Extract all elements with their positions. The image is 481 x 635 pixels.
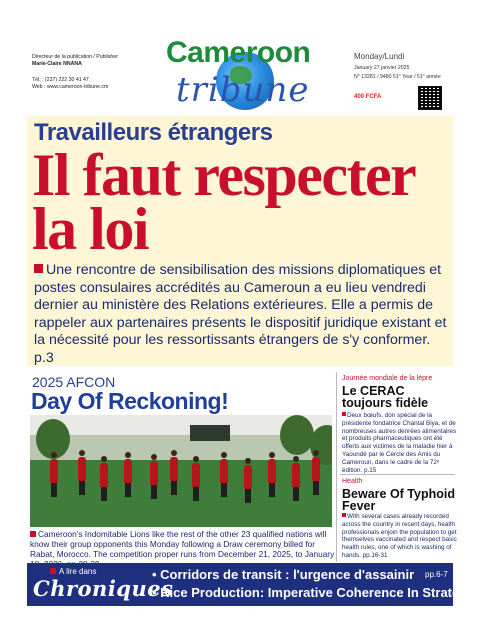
banner-pages: pp.6-7 [425, 570, 448, 579]
bullet-square-icon [50, 568, 56, 574]
qr-code-icon[interactable] [418, 86, 442, 110]
logo-text-tribune: tribune [176, 70, 310, 110]
director-label: Directeur de la publication / Publisher [32, 54, 118, 60]
sport-kicker: 2025 AFCON [32, 374, 116, 390]
issue-day: Monday/Lundi [354, 52, 405, 61]
side-story-1-body: Deux bœufs, don spécial de la présidente fondatrice Chantal Biya, et de nombreuses autres denrées alimentaires et produits pharmaceutiques ont été offerts aux victimes de la maladie hier à Yaoundé par le Cercle des Amis du Cameroun, dans le cadre de la 72ᵉ édition. p.15 [342, 412, 457, 474]
website-link[interactable]: Web : www.cameroon-tribune.cm [32, 84, 109, 90]
phone-number: Tél. : (237) 222 30 41 47 [32, 77, 89, 83]
side-story-2-body: With several cases already recorded across the country in recent days, health professionals enjoin the population to get themselves vaccinated and respect basic health rules, one of which is washing of hands. pp.16-31 [342, 513, 457, 559]
lead-kicker: Travailleurs étrangers [34, 119, 273, 146]
masthead-publisher-info [32, 54, 118, 91]
issue-price: 400 FCFA [354, 94, 382, 100]
banner-item-rice-production[interactable]: • Rice Production: Imperative Coherence In Strategy [152, 585, 475, 600]
issue-number: N° 13281 / 9480 51° Year / 51° année [354, 74, 441, 80]
director-name: Marie-Claire NNANA [32, 61, 82, 67]
lead-body: Une rencontre de sensibilisation des missions diplomatiques et postes consulaires accrédités au Cameroun a eu lieu vendredi dernier au ministère des Relations extérieures. Elle a permis de rappeler aux partenaires présents le dispositif juridique existant et la nécessité pour les ressortissants étrangers de s'y conformer. p.3 [34, 262, 447, 366]
sport-headline[interactable]: Day Of Reckoning! [31, 388, 229, 414]
bullet-square-icon [342, 513, 346, 517]
side-story-2-headline[interactable]: Beware Of Typhoid Fever [342, 487, 455, 513]
sport-caption: Cameroon's Indomitable Lions like the rest of the other 23 qualified nations will know their group opponents this Monday following a Draw ceremony billed for Rabat, Morocco. The competition proper runs from December 21, 2025, to January [30, 529, 335, 559]
side-story-2-section: Health [342, 478, 363, 485]
banner-item-corridors[interactable]: • Corridors de transit : l'urgence d'assainir [152, 567, 415, 582]
side-story-1-headline[interactable]: Le CERAC toujours fidèle [342, 384, 429, 410]
chroniques-title: Chroniques [33, 576, 174, 601]
side-story-1-section: Journée mondiale de la lèpre [342, 375, 433, 382]
a-lire-label: A lire dans [50, 567, 96, 576]
lead-headline[interactable]: Il faut respecter la loi [32, 142, 415, 262]
cameroon-tribune-logo[interactable] [160, 36, 320, 116]
story-divider [340, 474, 455, 475]
bullet-square-icon [30, 531, 36, 537]
team-training-photo [30, 415, 332, 527]
logo-text-cameroon: Cameroon [166, 36, 311, 69]
column-divider [336, 372, 337, 562]
issue-date: January 27 janvier 2025 [354, 65, 410, 71]
bullet-square-icon [342, 412, 346, 416]
bullet-square-icon [34, 264, 43, 273]
